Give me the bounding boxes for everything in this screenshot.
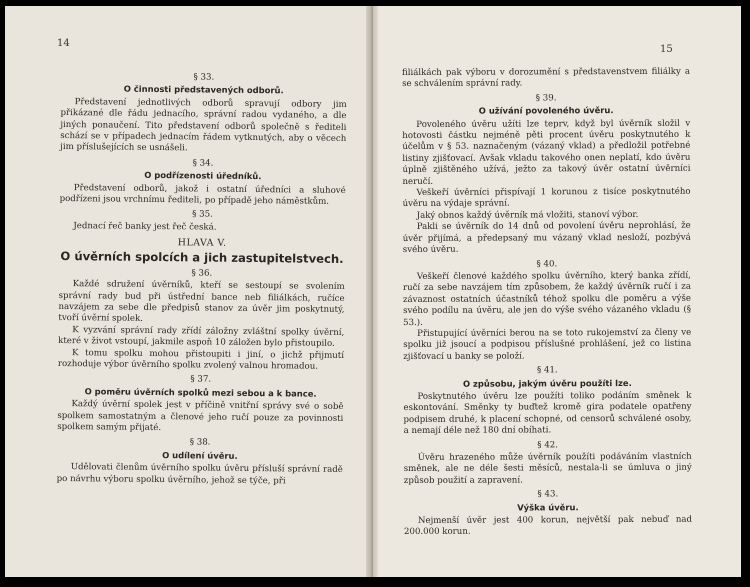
section-38-title: O udílení úvěru.: [162, 449, 238, 461]
section-33-number: § 33.: [193, 72, 215, 83]
section-36-number: § 36.: [191, 268, 213, 279]
section-39-title: O užívání povoleného úvěru.: [478, 105, 614, 116]
section-43-number: § 43.: [537, 489, 559, 500]
continued-text: filiálkách pak výboru v dorozumění s představenstvem filiálky a se schválením správní rady.: [402, 66, 691, 90]
section-43-title: Výška úvěru.: [517, 501, 579, 513]
section-39-paragraph: Jaký obnos každý úvěrník má vložiti, stanoví výbor.: [416, 209, 639, 221]
section-38-number: § 38.: [189, 437, 211, 448]
section-40-number: § 40.: [536, 258, 558, 269]
section-34-number: § 34.: [192, 158, 214, 169]
book-spine: [366, 6, 378, 577]
section-39-paragraph: Povoleného úvěru užíti lze teprv, když byl úvěrník složil v hotovosti částku nejméně pěti procent úvěru poskytnutého k účelům v § 53. naznačeným (vázaný vklad) a předložil potřebné listiny zjišťovací. Avšak vkladu takového onen neplatí, kdo úvěru úplně zjištěného užívá, ježto za takový úvěr ostatní úvěrníci neručí.: [402, 118, 691, 187]
section-33-title: O činnosti představených odborů.: [123, 84, 284, 96]
section-33-text: Představení jednotlivých odborů spravují odbory jim přikázané dle řádu jednacího, správní radou vydaného, a dle jiných ponaučení. Tito představení odborů společně s řediteli schází se v případech jednacím řádem vytknutých, aby o věcech jim příslušejících se usnášeli.: [60, 96, 347, 154]
section-43-text: Nejmenší úvěr jest 400 korun, největší pak nebuď nad 200.000 korun.: [404, 514, 692, 538]
section-39-paragraph: Veškeří úvěrníci přispívají 1 korunou z tisíce poskytnutého úvěru na výdaje správní.: [402, 186, 691, 210]
section-42-number: § 42.: [537, 439, 559, 451]
section-34-text: Představení odborů, jakož i ostatní úředníci a sluhové podřízeni jsou vrchnímu řediteli, po případě jeho náměstkům.: [59, 182, 346, 207]
section-37-title: O poměru úvěrních spolků mezi sebou a k bance.: [84, 386, 317, 399]
section-39-paragraph: Pakli se úvěrník do 14 dnů od povolení úvěru neprohlásí, že úvěr přijímá, a předepsaný mu vázaný vklad nesloží, pozbývá svého úvěru.: [402, 221, 691, 256]
section-40-paragraph: Veškeří členové každého spolku úvěrního, který banka zřídí, ručí za sebe navzájem tím způsobem, že každý úvěrník ručí i za závaznost ostatních účastníků téhož spolku dle poměru a výše svého podílu na úvěru, ale jen do výše svého vázaného vkladu (§ 53.).: [402, 270, 692, 328]
section-36-paragraph: K vyzvání správní rady zřídí záložny zvláštní spolky úvěrní, které v život vstoupí, jakmile aspoň 10 záložen bylo přistoupilo.: [58, 324, 345, 350]
section-41-title: O způsobu, jakým úvěru použíti lze.: [462, 377, 632, 389]
section-37-text: Každý úvěrní spolek jest v příčině vnitřní správy své o sobě spolkem samostatným a členové jeho ručí pouze za povinnosti spolkem samým přijaté.: [57, 399, 344, 434]
section-36-paragraph: K tomu spolku mohou přistoupiti i jiní, o jichž přijmutí rozhoduje výbor úvěrního spolku zvolený valnou hromadou.: [57, 347, 345, 372]
left-text-column: [57, 68, 347, 488]
section-39-number: § 39.: [535, 93, 557, 104]
right-page: [374, 6, 741, 577]
section-36-paragraph: Každé sdružení úvěrníků, kteří se sestoupí se svolením správní rady bud při ústřední bance neb filiálkách, ručíce navzájem za sebe dle předpisů stanov za úvěr jim poskytnutý, tvoří úvěrní spolek.: [58, 279, 345, 325]
section-40-paragraph: Přistupující úvěrníci berou na se toto rukojemství za členy ve spolku již jsoucí a podpisou příslušné prohlášení, jež co listina zjišťovací u banky se položí.: [403, 327, 692, 362]
section-41-text: Poskytnutého úvěru lze použíti toliko podáním směnek k eskontování. Směnky ty buďtež kromě gira podatele opatřeny podpisem druhé, k placení schopné, od censorů schválené osoby, a nemají déle než 180 dní obíhati.: [403, 390, 692, 437]
section-35-number: § 35.: [192, 209, 213, 221]
left-page: [5, 6, 372, 577]
section-37-number: § 37.: [190, 374, 212, 385]
section-41-number: § 41.: [536, 365, 558, 376]
right-text-column: [402, 67, 692, 539]
section-34-title: O podřízenosti úředníků.: [144, 170, 262, 182]
chapter-heading: HLAVA V.: [177, 237, 227, 250]
page-number-right: 15: [660, 44, 673, 55]
section-42-text: Úvěru hrazeného může úvěrník použíti podáváním vlastních směnek, ale ne déle šesti měsíců, nestala-li se úmluva o jiný způsob použití a zapravení.: [403, 451, 692, 486]
section-35-text: Jednací řeč banky jest řeč česká.: [73, 221, 217, 233]
page-number-left: 14: [57, 38, 70, 49]
section-38-text: Udělovati členům úvěrního spolku úvěru přísluší správní radě po návrhu výboru spolku úvěrního, jehož se týče, při: [56, 462, 343, 486]
chapter-title: O úvěrních spolcích a jich zastupitelstvech.: [60, 248, 344, 266]
